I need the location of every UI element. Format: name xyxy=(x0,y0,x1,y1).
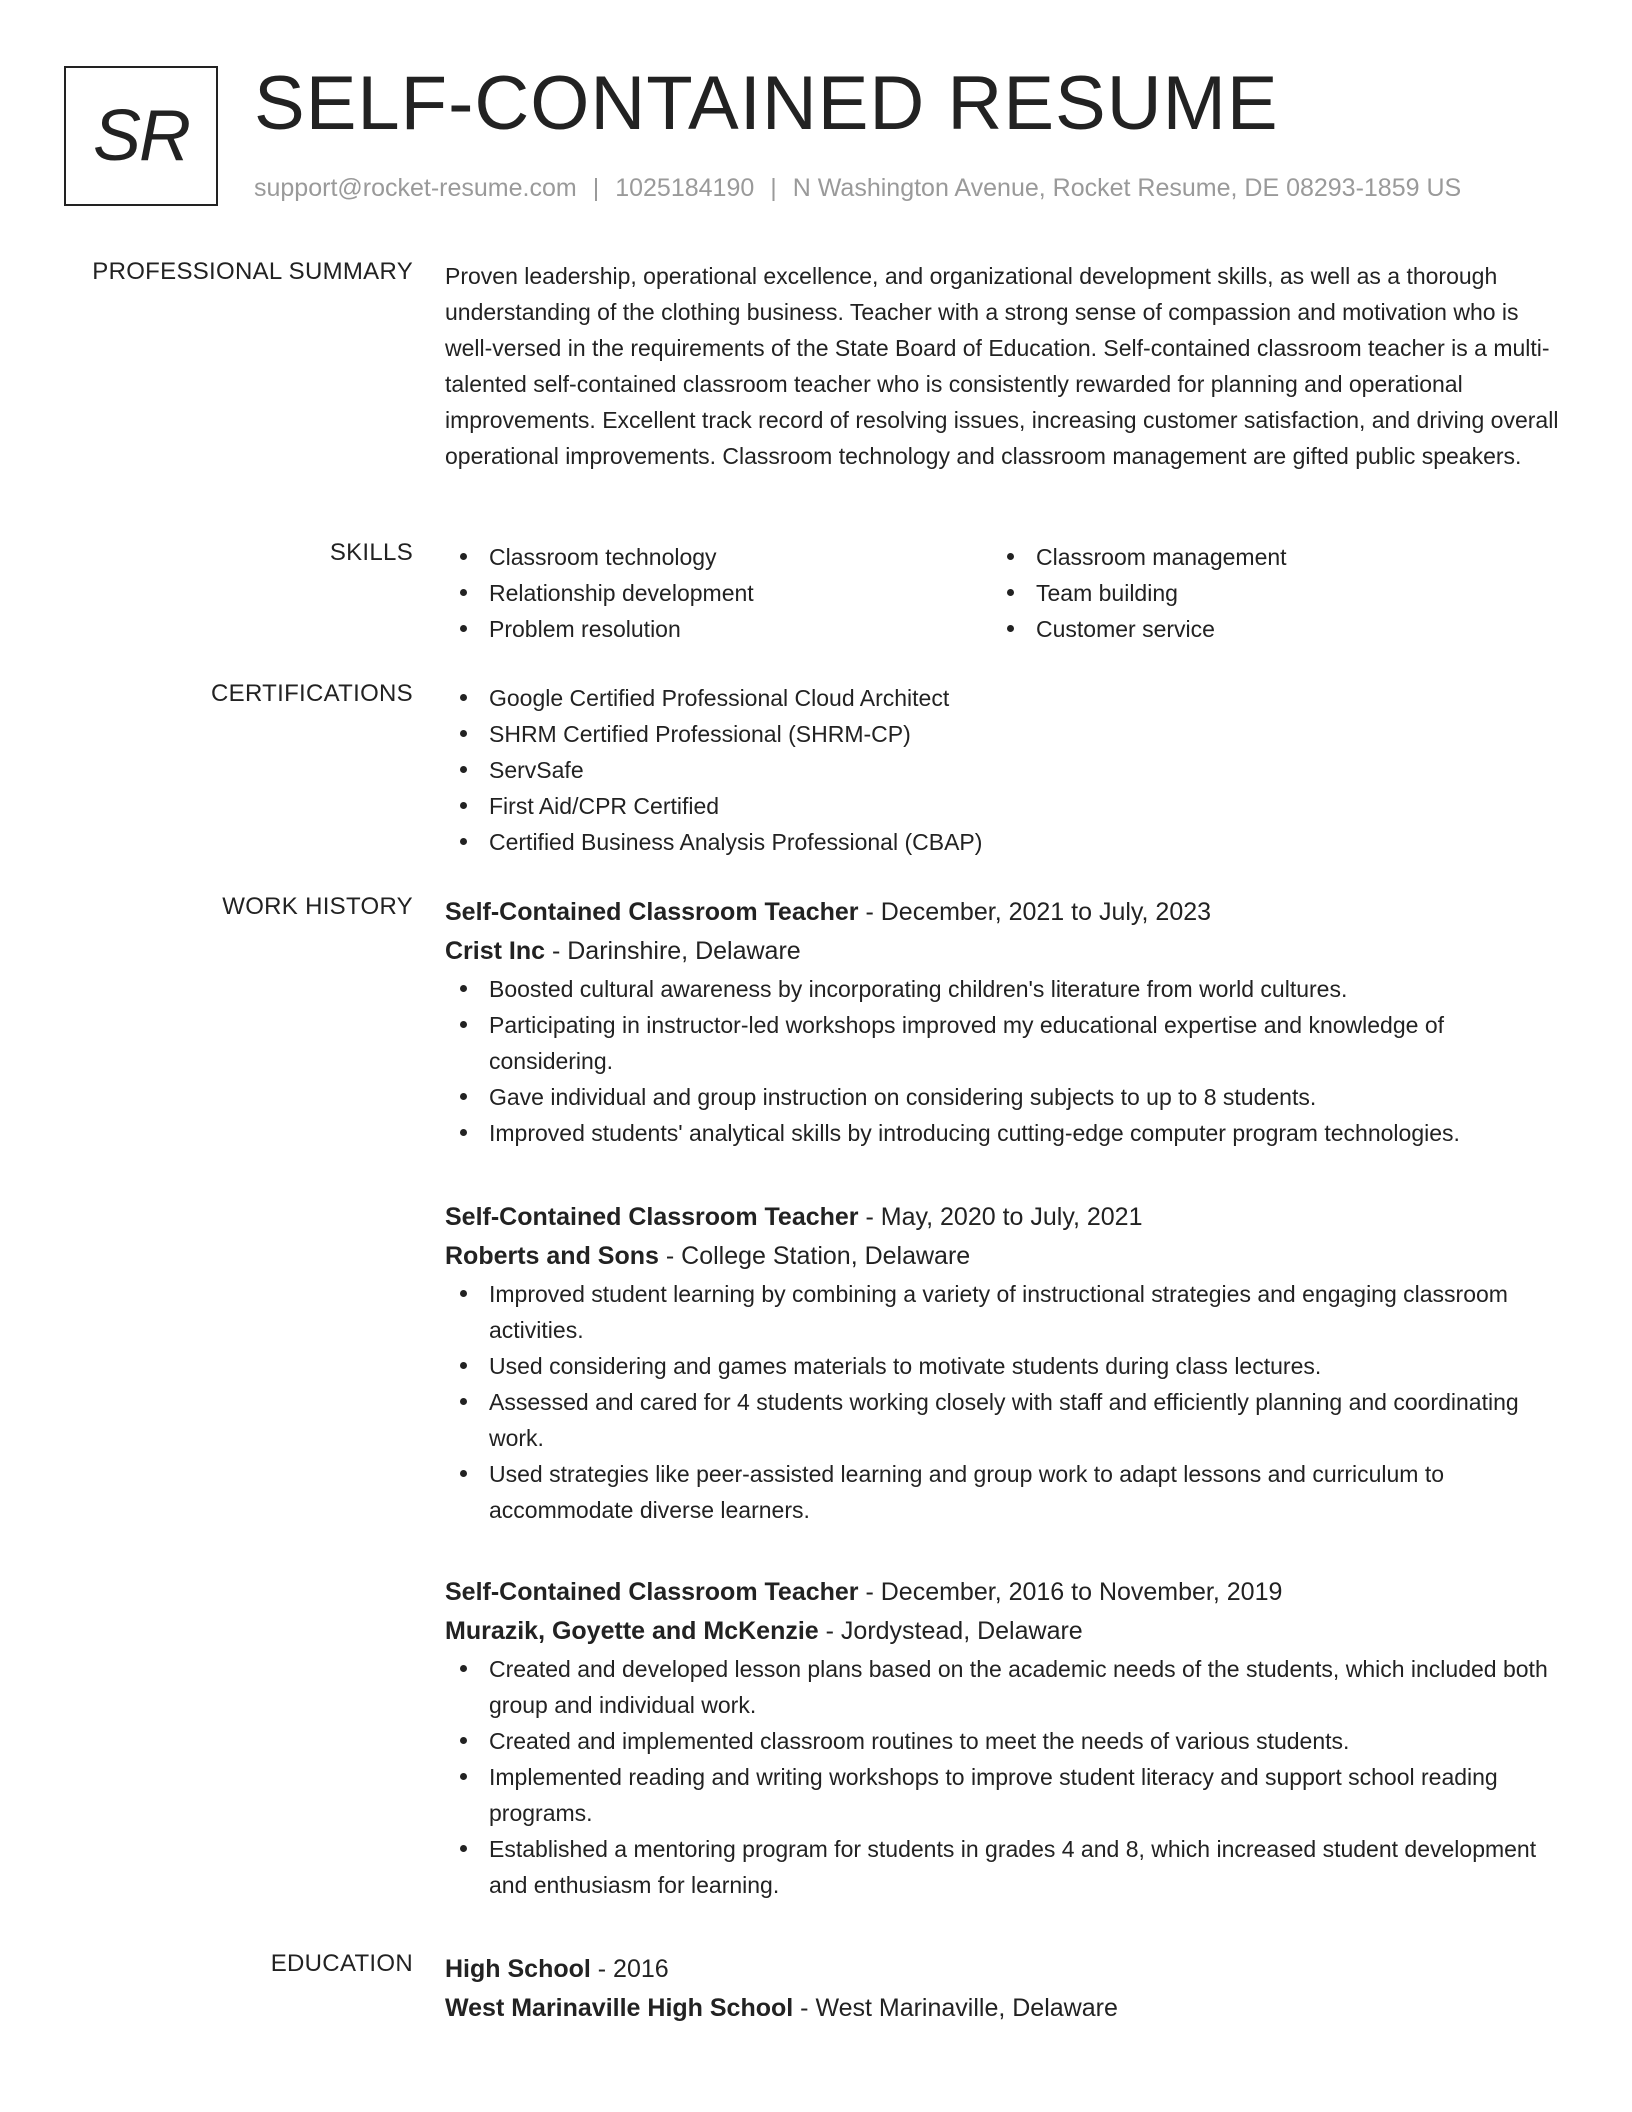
job-bullet: Improved students' analytical skills by introducing cutting-edge computer program technologies. xyxy=(445,1115,1560,1151)
job-company-line xyxy=(445,1236,1560,1276)
education-degree-line xyxy=(445,1950,1560,1988)
education-year: 2016 xyxy=(613,1955,669,1983)
job-dates: May, 2020 to July, 2021 xyxy=(880,1203,1143,1231)
certification-item: Google Certified Professional Cloud Architect xyxy=(445,680,1560,716)
monogram-badge: SR xyxy=(64,66,218,206)
skill-item: Classroom management xyxy=(992,539,1539,575)
dash: - xyxy=(793,1994,816,2022)
job-location: Jordystead, Delaware xyxy=(840,1617,1083,1645)
education-school-line xyxy=(445,1988,1560,2028)
section-title: SKILLS xyxy=(329,539,413,566)
resume-header xyxy=(64,61,1564,216)
job-dates: December, 2021 to July, 2023 xyxy=(880,898,1212,926)
summary-text: Proven leadership, operational excellence, and organizational development skills, as well as a thorough understanding of the clothing business. Teacher with a strong sense of compassion and motivation who is well-versed in the requirements of the State Board of Education. Self-contained classroom teacher is a multi-talented self-contained classroom teacher who is consistently rewarded for planning and operational improvements. Excellent track record of resolving issues, increasing customer satisfaction, and driving overall operational improvements. Classroom technology and classroom management are gifted public speakers. xyxy=(445,263,1559,469)
job-title-line xyxy=(445,1198,1560,1236)
dash: - xyxy=(858,898,881,926)
dash: - xyxy=(545,937,568,965)
job-bullet: Implemented reading and writing workshops to improve student literacy and support school reading programs. xyxy=(445,1759,1560,1831)
job-company: Crist Inc xyxy=(445,937,546,965)
dash: - xyxy=(590,1955,614,1983)
job-bullets xyxy=(445,1276,1560,1528)
job-company: Murazik, Goyette and McKenzie xyxy=(445,1617,819,1645)
job-company: Roberts and Sons xyxy=(445,1242,659,1270)
job-bullet: Participating in instructor-led workshops improved my educational expertise and knowledge of considering. xyxy=(445,1007,1560,1079)
skill-item: Relationship development xyxy=(445,575,992,611)
job-bullet: Improved student learning by combining a variety of instructional strategies and engaging classroom activities. xyxy=(445,1276,1560,1348)
job-bullet: Gave individual and group instruction on considering subjects to up to 8 students. xyxy=(445,1079,1560,1115)
section-title: EDUCATION xyxy=(270,1950,413,1977)
job-company-line xyxy=(445,931,1560,971)
section-title: PROFESSIONAL SUMMARY xyxy=(92,258,413,285)
job-company-line xyxy=(445,1611,1560,1651)
skill-item: Problem resolution xyxy=(445,611,992,647)
dash: - xyxy=(858,1203,881,1231)
job-bullet: Used strategies like peer-assisted learning and group work to adapt lessons and curriculum to accommodate diverse learners. xyxy=(445,1456,1560,1528)
skill-item: Classroom technology xyxy=(445,539,992,575)
skills-list xyxy=(445,539,1560,647)
job-bullets xyxy=(445,1651,1560,1903)
job-bullet: Established a mentoring program for students in grades 4 and 8, which increased student development and enthusiasm for learning. xyxy=(445,1831,1560,1903)
contact-separator: | xyxy=(592,174,600,202)
job-dates: December, 2016 to November, 2019 xyxy=(880,1578,1283,1606)
dash: - xyxy=(858,1578,881,1606)
contact-address: N Washington Avenue, Rocket Resume, DE 08293-1859 US xyxy=(792,174,1462,202)
skill-item: Customer service xyxy=(992,611,1539,647)
certification-item: Certified Business Analysis Professional (CBAP) xyxy=(445,824,1560,860)
resume-name: SELF-CONTAINED RESUME xyxy=(254,61,1279,146)
job-role: Self-Contained Classroom Teacher xyxy=(445,1578,859,1606)
job-title-line xyxy=(445,893,1560,931)
contact-separator: | xyxy=(770,174,777,202)
job-bullet: Created and implemented classroom routines to meet the needs of various students. xyxy=(445,1723,1560,1759)
job-title-line xyxy=(445,1573,1560,1611)
education-degree: High School xyxy=(445,1955,591,1983)
certifications-list xyxy=(445,680,1560,860)
dash: - xyxy=(658,1242,682,1270)
certification-item: SHRM Certified Professional (SHRM-CP) xyxy=(445,716,1560,752)
job-location: Darinshire, Delaware xyxy=(567,937,801,965)
section-title: WORK HISTORY xyxy=(222,893,413,920)
job-location: College Station, Delaware xyxy=(681,1242,971,1270)
job-bullets xyxy=(445,971,1560,1151)
contact-phone: 1025184190 xyxy=(615,174,755,202)
job-bullet: Created and developed lesson plans based on the academic needs of the students, which included both group and individual work. xyxy=(445,1651,1560,1723)
job-role: Self-Contained Classroom Teacher xyxy=(445,898,859,926)
job-role: Self-Contained Classroom Teacher xyxy=(445,1203,859,1231)
dash: - xyxy=(818,1617,841,1645)
education-school: West Marinaville High School xyxy=(445,1994,794,2022)
certification-item: ServSafe xyxy=(445,752,1560,788)
contact-line xyxy=(254,174,1461,203)
certification-item: First Aid/CPR Certified xyxy=(445,788,1560,824)
education-location: West Marinaville, Delaware xyxy=(815,1994,1118,2022)
skill-item: Team building xyxy=(992,575,1539,611)
job-bullet: Boosted cultural awareness by incorporating children's literature from world cultures. xyxy=(445,971,1560,1007)
section-title: CERTIFICATIONS xyxy=(211,680,413,707)
job-bullet: Assessed and cared for 4 students working closely with staff and efficiently planning and coordinating work. xyxy=(445,1384,1560,1456)
contact-email: support@rocket-resume.com xyxy=(254,174,577,202)
job-bullet: Used considering and games materials to motivate students during class lectures. xyxy=(445,1348,1560,1384)
